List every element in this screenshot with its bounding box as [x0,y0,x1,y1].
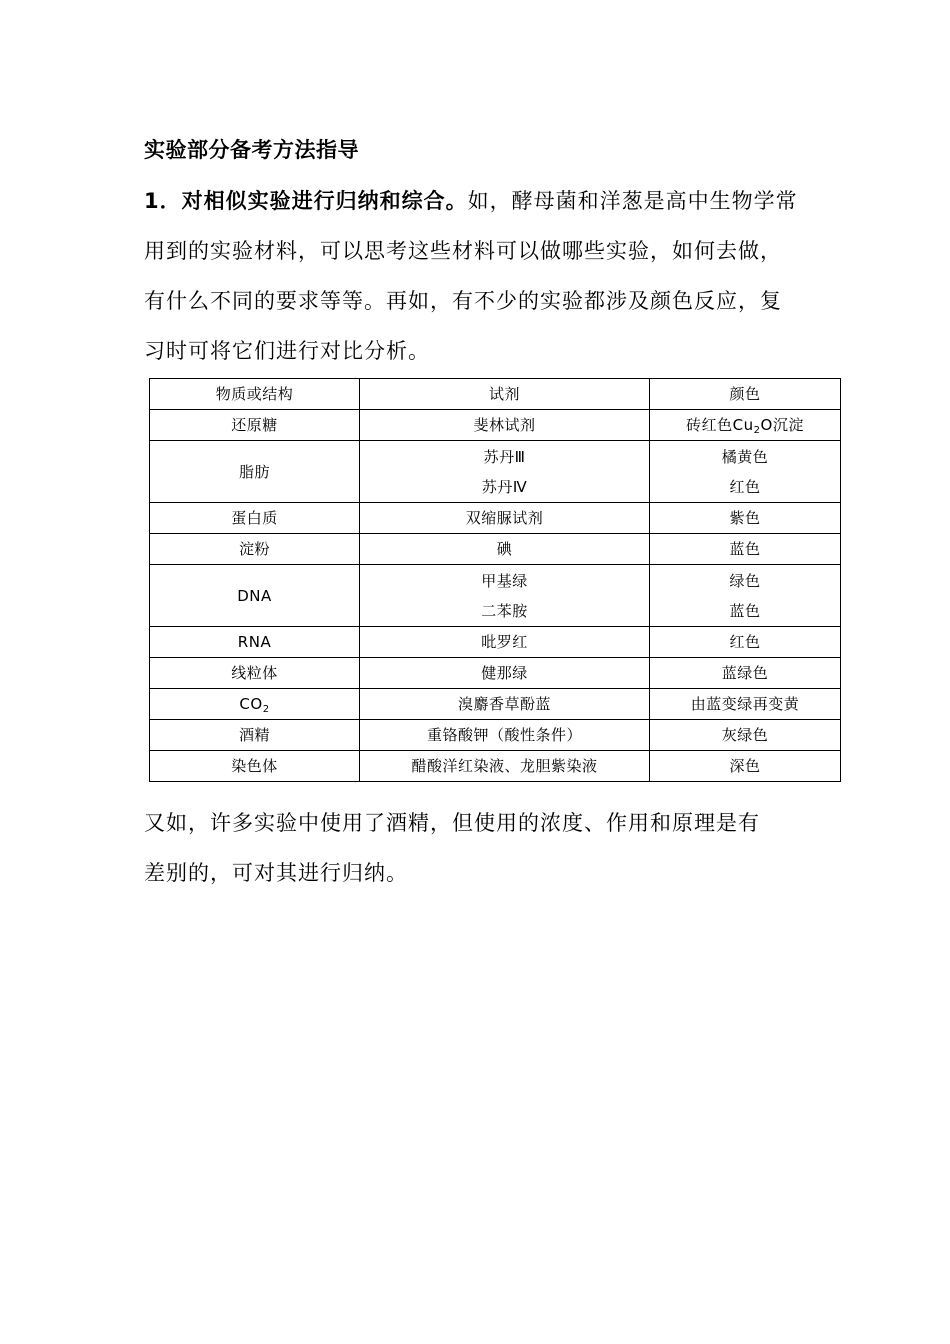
cell-substance: 脂肪 [150,441,360,503]
table-row [150,503,841,534]
cell-color: 灰绿色 [650,720,841,751]
header-reagent: 试剂 [360,379,650,410]
reagent-line: 苏丹Ⅲ [483,447,526,466]
header-substance: 物质或结构 [150,379,360,410]
cell-reagent: 溴麝香草酚蓝 [360,689,650,720]
cell-color: 深色 [650,751,841,782]
intro-line-1-rest: 如，酵母菌和洋葱是高中生物学常 [467,189,798,213]
color-line: 蓝色 [729,601,761,620]
color-text-suffix: O沉淀 [760,416,804,434]
cell-substance: DNA [150,565,360,627]
closing-line-1: 又如，许多实验中使用了酒精，但使用的浓度、作用和原理是有 [144,811,760,835]
substance-subscript: 2 [262,704,270,715]
section-heading: 实验部分备考方法指导 [144,138,359,162]
cell-reagent: 醋酸洋红染液、龙胆紫染液 [360,751,650,782]
cell-color: 红色 [650,627,841,658]
table-row [150,720,841,751]
substance-prefix: CO [239,695,263,713]
table-row [150,410,841,441]
intro-line-4: 习时可将它们进行对比分析。 [144,339,430,363]
cell-reagent: 斐林试剂 [360,410,650,441]
cell-color [650,565,841,627]
header-color: 颜色 [650,379,841,410]
color-subscript: 2 [753,425,761,436]
cell-reagent: 碘 [360,534,650,565]
cell-reagent [360,441,650,503]
intro-bold-lead: 1．对相似实验进行归纳和综合。 [144,189,468,213]
color-line: 绿色 [729,571,761,590]
reagent-line: 甲基绿 [481,571,528,590]
color-line: 橘黄色 [721,447,769,466]
table-row [150,658,841,689]
color-line: 红色 [729,477,761,496]
reagent-line: 苏丹Ⅳ [481,477,528,496]
cell-color: 由蓝变绿再变黄 [650,689,841,720]
cell-color: 蓝色 [650,534,841,565]
cell-color [650,410,841,441]
table-row [150,689,841,720]
cell-reagent: 健那绿 [360,658,650,689]
cell-reagent: 双缩脲试剂 [360,503,650,534]
intro-line-3: 有什么不同的要求等等。再如，有不少的实验都涉及颜色反应，复 [144,289,782,313]
cell-color [650,441,841,503]
cell-substance: 酒精 [150,720,360,751]
table-row [150,534,841,565]
cell-substance [150,689,360,720]
cell-reagent: 吡罗红 [360,627,650,658]
closing-line-2: 差别的，可对其进行归纳。 [144,861,408,885]
table-row [150,441,841,503]
intro-paragraph [144,176,824,376]
table-row [150,565,841,627]
cell-color: 紫色 [650,503,841,534]
cell-substance: 染色体 [150,751,360,782]
cell-substance: 蛋白质 [150,503,360,534]
color-reaction-table [149,378,841,782]
cell-reagent [360,565,650,627]
color-text-prefix: 砖红色Cu [686,416,754,434]
closing-paragraph [144,798,824,898]
cell-color: 蓝绿色 [650,658,841,689]
table-header-row [150,379,841,410]
cell-substance: 线粒体 [150,658,360,689]
cell-substance: 淀粉 [150,534,360,565]
intro-line-2: 用到的实验材料，可以思考这些材料可以做哪些实验，如何去做， [144,239,782,263]
intro-line-1 [144,176,824,226]
cell-substance: RNA [150,627,360,658]
cell-reagent: 重铬酸钾（酸性条件） [360,720,650,751]
table-row [150,627,841,658]
reagent-line: 二苯胺 [481,601,528,620]
table-row [150,751,841,782]
cell-substance: 还原糖 [150,410,360,441]
